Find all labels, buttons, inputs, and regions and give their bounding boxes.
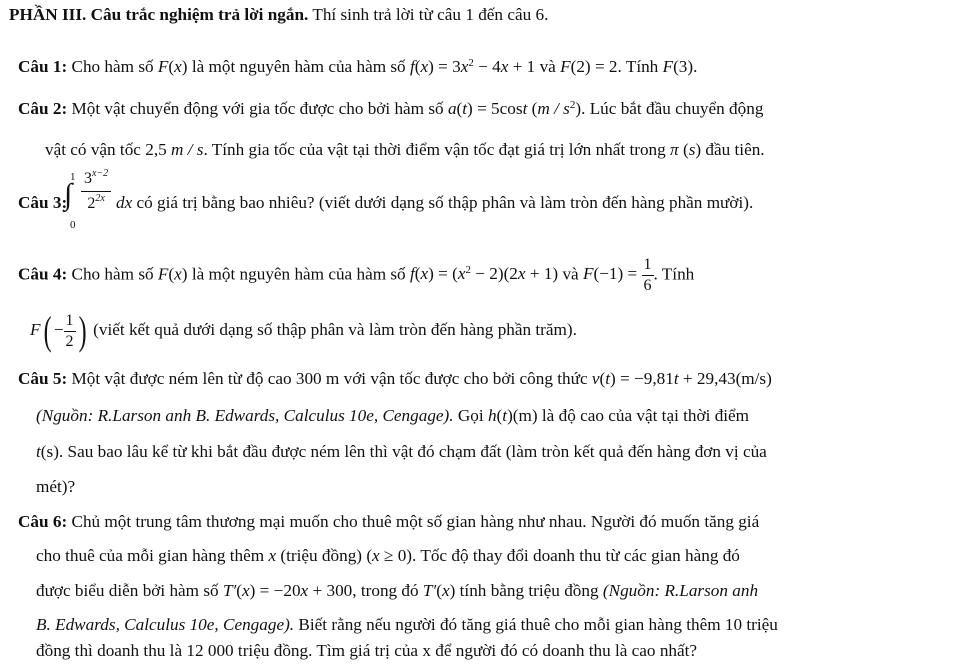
q6-text-4: . Tốc độ thay đổi doanh thu từ các gian hàng đó — [412, 546, 740, 565]
q6-condition: (x ≥ 0) — [366, 546, 413, 565]
q5-text-5: mét)? — [36, 477, 76, 496]
q6-x: x — [268, 546, 277, 565]
q5-text-2: Gọi — [457, 406, 488, 425]
question-5-label: Câu 5: — [18, 369, 68, 388]
q1-F3: F(3). — [662, 57, 698, 76]
section-instruction: Thí sinh trả lời từ câu 1 đến câu 6. — [308, 5, 549, 24]
q3-dx: dx — [116, 193, 133, 212]
q1-fx: $f(x) = 3x^2 - 4x + 1$ — [409, 57, 536, 76]
q4-text-2: là một nguyên hàm của hàm số — [187, 264, 410, 284]
q2-acceleration: a(t) = 5cost $(m / s^2)$ — [447, 99, 582, 118]
q6-text-8: Biết rằng nếu người đó tăng giá thuê cho mỗi gian hàng thêm 10 triệu — [294, 615, 778, 634]
q5-text-1: Một vật được ném lên từ độ cao 300 m với vận tốc được cho bởi công thức — [67, 369, 592, 388]
q6-source-1: (Nguồn: R.Larson anh — [602, 581, 759, 600]
question-6-label: Câu 6: — [18, 512, 68, 531]
q4-Fm1: F(−1) = $\frac{1}{6}$ — [582, 256, 652, 294]
q6-text-3: (triệu đồng) — [276, 546, 367, 565]
q5-height: h(t)(m) — [487, 406, 538, 425]
q2-text-3: vật có vận tốc 2,5 — [45, 140, 172, 159]
question-4 — [18, 257, 694, 294]
section-title: PHẦN III. Câu trắc nghiệm trả lời ngắn. — [9, 5, 309, 24]
q3-lower-limit: 0 — [70, 219, 76, 231]
q6-source-2: B. Edwards, Calculus 10e, Cengage). — [36, 615, 295, 634]
question-6-line-5 — [36, 640, 697, 662]
q4-text-5: (viết kết quả dưới dạng số thập phân và làm tròn đến hàng phần trăm). — [88, 319, 577, 339]
q6-text-1: Chủ một trung tâm thương mại muốn cho thuê một số gian hàng như nhau. Người đó muốn tăng giá — [67, 512, 760, 531]
q5-text-3: là độ cao của vật tại thời điểm — [537, 406, 750, 425]
q2-text-1: Một vật chuyển động với gia tốc được cho bởi hàm số — [67, 99, 448, 118]
question-5-line-4 — [36, 476, 75, 498]
q5-source: (Nguồn: R.Larson anh B. Edwards, Calculus 10e, Cengage). — [36, 406, 458, 425]
q4-text-3: và — [558, 264, 583, 284]
q1-Fx: F(x) — [157, 57, 188, 76]
question-3-text — [116, 192, 753, 214]
question-6-line-2 — [36, 545, 740, 567]
q1-F2: F(2) = 2 — [560, 57, 618, 76]
q6-text-5: được biểu diễn bởi hàm số — [36, 581, 223, 600]
question-5-line-2 — [36, 405, 749, 427]
question-4-line-2 — [30, 308, 577, 353]
q4-F-half: F( − $\frac{1}{2}$ ) — [30, 308, 87, 353]
q2-unit: m / s — [171, 140, 204, 159]
q6-text-7: tính bằng triệu đồng — [455, 581, 603, 600]
question-2-label: Câu 2: — [18, 99, 68, 118]
q3-denominator: $2^{2x}$ — [87, 193, 105, 212]
q3-numerator: $3^{x-2}$ — [81, 170, 111, 192]
q1-text-4: . Tính — [617, 57, 663, 76]
question-6-line-4 — [36, 614, 778, 636]
q4-text-1: Cho hàm số — [67, 264, 158, 284]
question-1-label: Câu 1: — [18, 57, 68, 76]
question-2 — [18, 98, 763, 120]
q3-upper-limit: 1 — [70, 171, 76, 183]
q4-fx: $f(x) = (x^2 - 2)(2x + 1)$ — [409, 264, 559, 284]
q6-T-derivative: T′(x) = −20x + 300 — [222, 581, 353, 600]
q5-text-4: . Sau bao lâu kể từ khi bắt đầu được ném lên thì vật đó chạm đất (làm tròn kết quả đến hàng đơn vị của — [58, 442, 767, 461]
q1-text-2: là một nguyên hàm của hàm số — [187, 57, 410, 76]
q1-text-1: Cho hàm số — [67, 57, 158, 76]
q4-Fx: F(x) — [157, 264, 188, 284]
q5-time: t(s) — [36, 442, 59, 461]
q6-text-6: , trong đó — [352, 581, 423, 600]
question-4-label: Câu 4: — [18, 264, 68, 284]
q2-text-4: . Tính gia tốc của vật tại thời điểm vận tốc đạt giá trị lớn nhất trong — [203, 140, 671, 159]
q2-text-2: . Lúc bắt đầu chuyển động — [581, 99, 764, 118]
question-3-label: Câu 3: — [18, 193, 68, 212]
question-1 — [18, 56, 697, 78]
section-header — [9, 4, 548, 26]
q6-text-2: cho thuê của mỗi gian hàng thêm — [36, 546, 269, 565]
question-6-line-3 — [36, 580, 758, 602]
q5-velocity: v(t) = −9,81t + 29,43(m/s) — [591, 369, 772, 388]
q6-text-9: đồng thì doanh thu là 12 000 triệu đồng. Tìm giá trị của x để người đó có doanh thu là cao nhất? — [36, 641, 698, 660]
q4-text-4: . Tính — [653, 264, 695, 284]
question-5 — [18, 368, 772, 390]
q3-text-1: có giá trị bằng bao nhiêu? (viết dưới dạng số thập phân và làm tròn đến hàng phần mười). — [132, 193, 754, 212]
question-6 — [18, 511, 759, 533]
q2-pi: π (s) — [670, 140, 702, 159]
q3-integrand — [81, 170, 111, 213]
question-5-line-3 — [36, 441, 767, 463]
q1-text-3: và — [535, 57, 561, 76]
question-2-line-2 — [45, 139, 765, 161]
q2-text-5: đầu tiên. — [701, 140, 765, 159]
q6-Tp: T′(x) — [422, 581, 456, 600]
q4-fraction-1-6: $\frac{1}{6}$ — [643, 256, 652, 294]
q4-fraction-1-2: $\frac{1}{2}$ — [65, 311, 74, 350]
question-3-label-line — [18, 192, 67, 214]
integral-sign-icon: ∫ — [64, 178, 73, 211]
